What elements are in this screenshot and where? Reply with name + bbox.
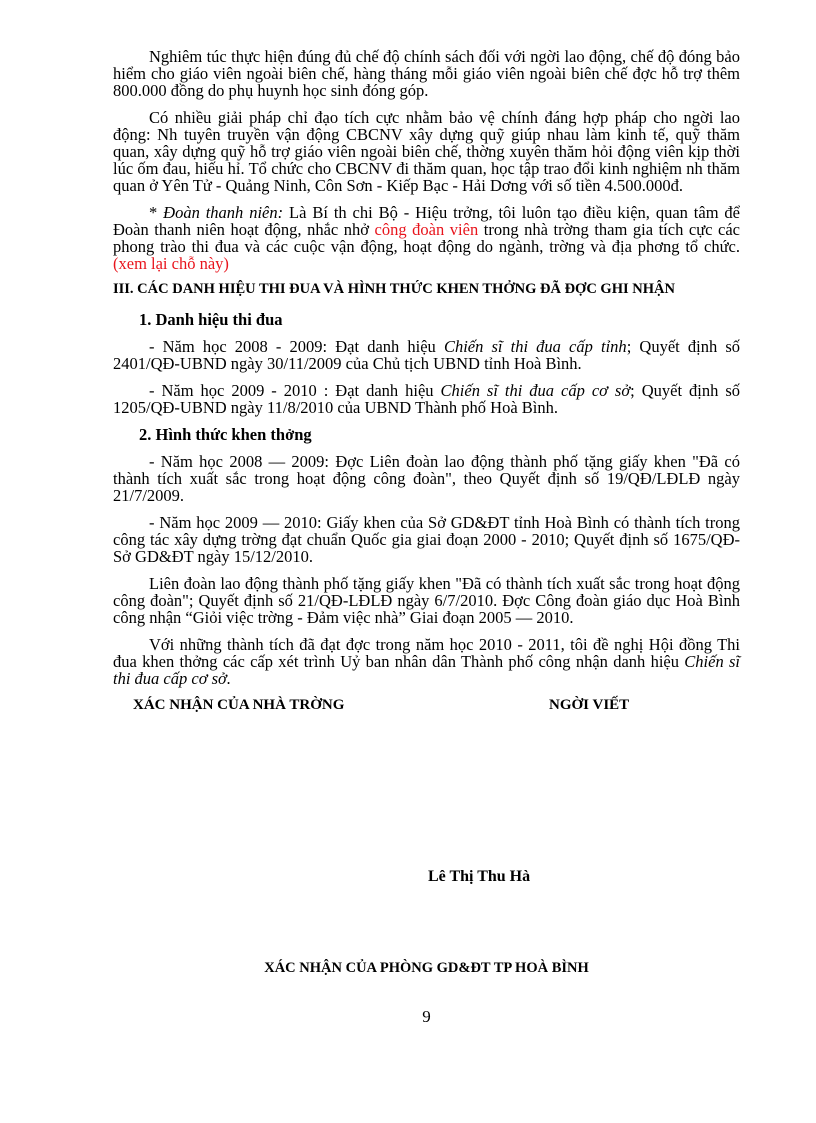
paragraph-protection-measures: Có nhiều giải pháp chỉ đạo tích cực nhằm bảo vệ chính đáng hợp pháp cho ngời lao động: Nh tuyên truyền vận động CBCNV xây dựng quỹ giúp nhau làm kinh tế, quỹ thăm quan, xây dựng quỹ hỗ trợ giáo viên ngoài biên chế, thờng xuyên thăm hỏi động viên kịp thời lúc ốm đau, hiếu hỉ. Tổ chức cho CBCNV đi thăm quan, học tập trao đổi kinh nghiệm nh thăm quan ở Yên Tử - Quảng Ninh, Côn Sơn - Kiếp Bạc - Hải Dơng với số tiền 4.500.000đ.	[113, 108, 740, 195]
paragraph-award-2008: - Năm học 2008 — 2009: Đợc Liên đoàn lao động thành phố tặng giấy khen "Đã có thành tích xuất sắc trong hoạt động công đoàn", theo Quyết định số 19/QĐ/LĐLĐ ngày 21/7/2009.	[113, 452, 740, 505]
youth-union-text-2: trong nhà trờng tham gia tích cực các phong trào thi đua và các cuộc vận động, hoạt động do ngành, trờng và địa phơng tổ chức.	[113, 220, 740, 256]
paragraph-youth-union	[113, 204, 740, 272]
title-2009-decision: ; Quyết định số 1205/QĐ-UBND ngày 11/8/2010 của UBND Thành phố Hoà Bình.	[113, 381, 740, 417]
youth-union-label: Đoàn thanh niên:	[163, 203, 284, 222]
review-note: (xem lại chỗ này)	[113, 254, 229, 273]
writer-label: NGỜI VIẾT	[549, 697, 630, 713]
title-2009-italic: Chiến sĩ thi đua cấp cơ sở	[440, 381, 631, 400]
section-3-heading: III. CÁC DANH HIỆU THI ĐUA VÀ HÌNH THỨC KHEN THỞNG ĐÃ ĐỢC GHI NHẬN	[113, 281, 675, 297]
paragraph-title-2009	[113, 382, 740, 416]
highlight-union-member: công đoàn viên	[374, 220, 479, 239]
proposal-text: Với những thành tích đã đạt đợc trong năm học 2010 - 2011, tôi đề nghị Hội đồng Thi đua khen thởng các cấp xét trình Uỷ ban nhân dân Thành phố công nhận danh hiệu	[113, 635, 740, 671]
title-2008-text: - Năm học 2008 - 2009: Đạt danh hiệu	[149, 337, 444, 356]
proposal-italic: Chiến sĩ thi đua cấp cơ sở.	[113, 652, 740, 688]
document-page	[113, 48, 740, 717]
signature-row	[113, 697, 740, 717]
paragraph-title-2008	[113, 338, 740, 372]
paragraph-labor-policy: Nghiêm túc thực hiện đúng đủ chế độ chính sách đối với ngời lao động, chế độ đóng bảo hiểm cho giáo viên ngoài biên chế, hàng tháng mỗi giáo viên ngoài biên chế đợc hỗ trợ thêm 800.000 đồng do phụ huynh học sinh đóng góp.	[113, 47, 740, 100]
youth-union-text-1: Là Bí th chi Bộ - Hiệu trởng, tôi luôn tạo điều kiện, quan tâm để Đoàn thanh niên hoạt động, nhắc nhở	[113, 203, 741, 239]
subheading-emulation-titles: 1. Danh hiệu thi đua	[139, 310, 283, 329]
subheading-commendation-forms: 2. Hình thức khen thởng	[139, 425, 312, 444]
paragraph-award-union: Liên đoàn lao động thành phố tặng giấy khen "Đã có thành tích xuất sắc trong hoạt động công đoàn"; Quyết định số 21/QĐ-LĐLĐ ngày 6/7/2010. Đợc Công đoàn giáo dục Hoà Bình công nhận “Giỏi việc trờng - Đảm việc nhà” Giai đoạn 2005 — 2010.	[113, 574, 740, 627]
paragraph-proposal	[113, 636, 740, 687]
page-number: 9	[422, 1007, 431, 1026]
title-2008-decision: ; Quyết định số 2401/QĐ-UBND ngày 30/11/2009 của Chủ tịch UBND tỉnh Hoà Bình.	[113, 337, 740, 373]
paragraph-award-2009: - Năm học 2009 — 2010: Giấy khen của Sở GD&ĐT tỉnh Hoà Bình có thành tích trong công tác xây dựng trờng đạt chuẩn Quốc gia giai đoạn 2000 - 2010; Quyết định số 1675/QĐ-Sở GD&ĐT ngày 15/12/2010.	[113, 513, 740, 566]
title-2008-italic: Chiến sĩ thi đua cấp tỉnh	[443, 337, 627, 356]
bullet-marker: *	[149, 203, 164, 222]
department-confirmation-label: XÁC NHẬN CỦA PHÒNG GD&ĐT TP HOÀ BÌNH	[264, 960, 589, 976]
title-2009-text: - Năm học 2009 - 2010 : Đạt danh hiệu	[149, 381, 441, 400]
school-confirmation-label: XÁC NHẬN CỦA NHÀ TRỜNG	[133, 697, 345, 713]
signer-name: Lê Thị Thu Hà	[428, 868, 531, 885]
